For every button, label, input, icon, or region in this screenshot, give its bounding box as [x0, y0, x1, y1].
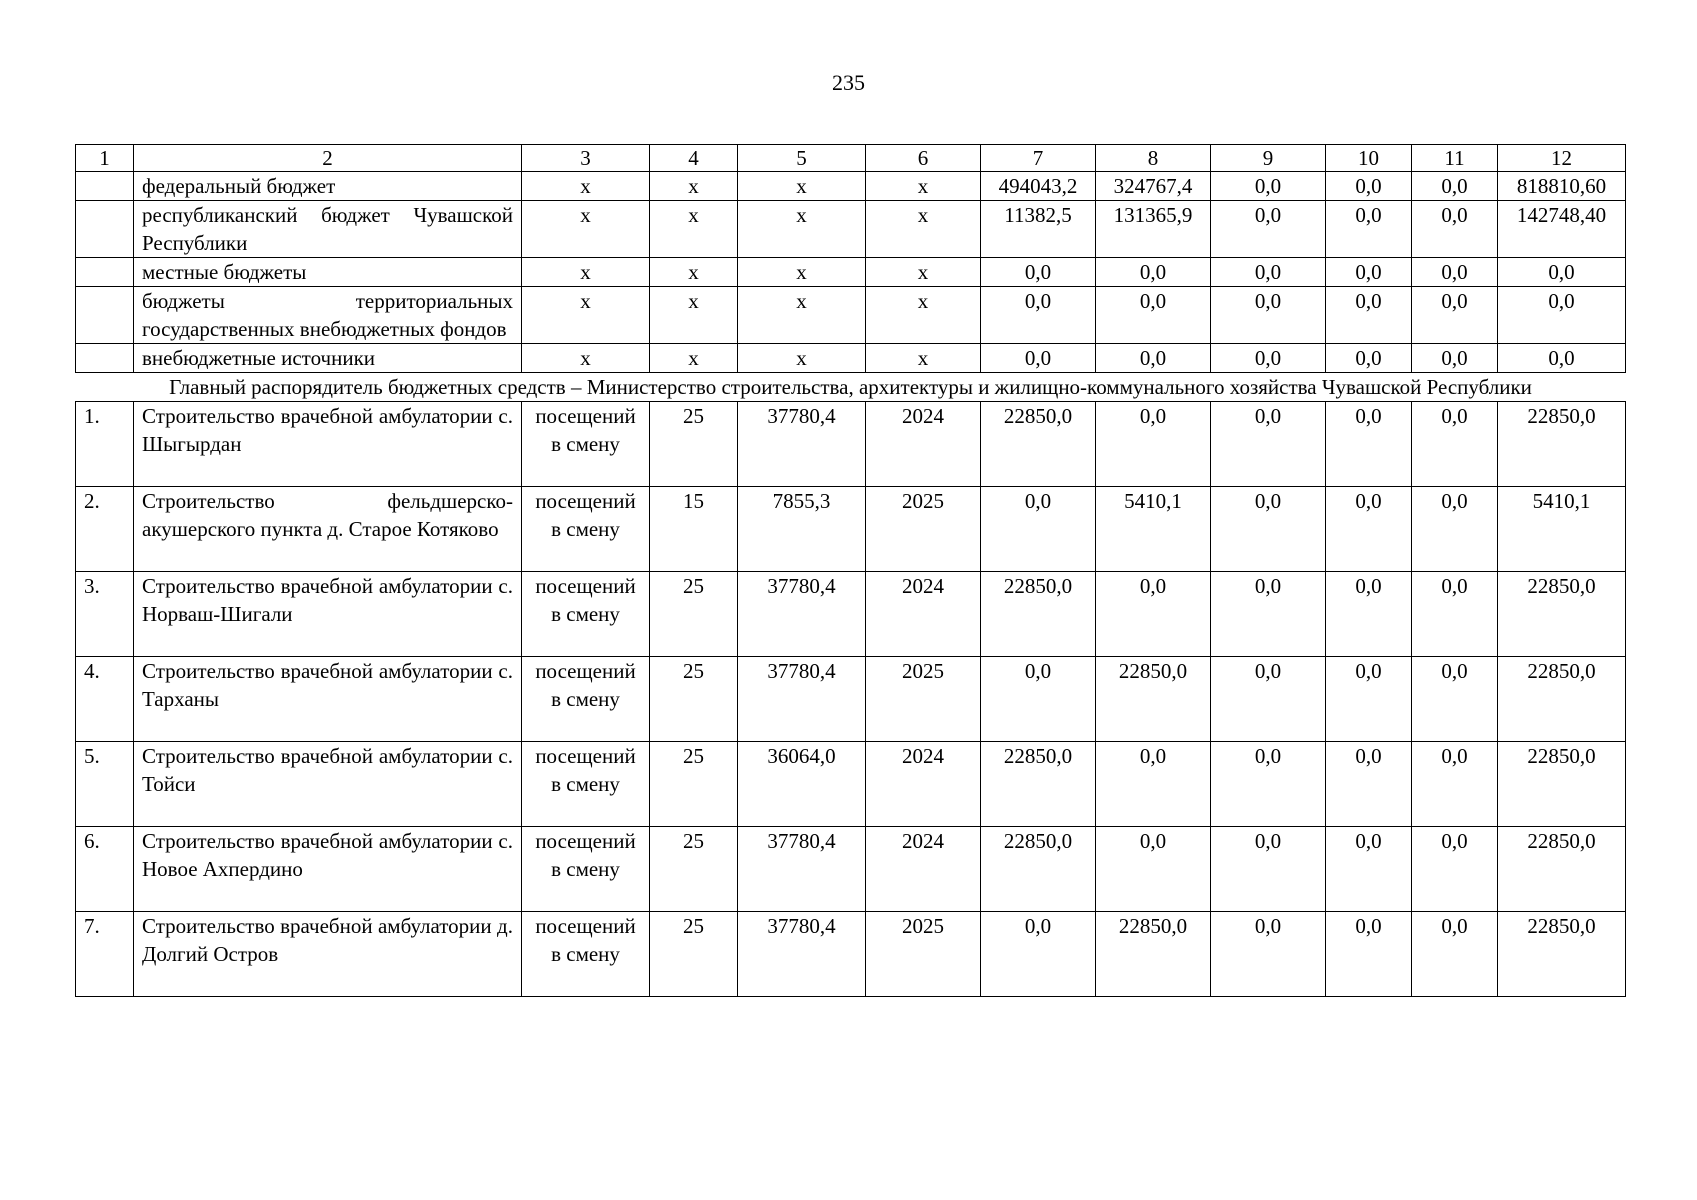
cell: 0,0 — [1211, 287, 1326, 344]
row-number: 2. — [76, 487, 134, 572]
cell: х — [738, 344, 866, 373]
row-number: 3. — [76, 572, 134, 657]
column-number: 4 — [650, 145, 738, 172]
cell: х — [738, 172, 866, 201]
row-total: 22850,0 — [1498, 572, 1626, 657]
row-number: 4. — [76, 657, 134, 742]
row-number-cell — [76, 287, 134, 344]
cell: 0,0 — [1326, 572, 1412, 657]
cell: 0,0 — [1096, 742, 1211, 827]
cell: 0,0 — [1326, 827, 1412, 912]
object-name: Строительство врачебной амбулатории с. Шыгырдан — [134, 402, 522, 487]
column-number: 10 — [1326, 145, 1412, 172]
commissioning-year: 2025 — [866, 657, 981, 742]
row-number: 7. — [76, 912, 134, 997]
cell: 0,0 — [1326, 172, 1412, 201]
cell: 0,0 — [1211, 172, 1326, 201]
cell: 22850,0 — [981, 402, 1096, 487]
estimated-cost: 37780,4 — [738, 657, 866, 742]
cell: 0,0 — [1498, 258, 1626, 287]
cell: 0,0 — [1412, 172, 1498, 201]
cell: 0,0 — [1326, 487, 1412, 572]
cell: 0,0 — [1096, 258, 1211, 287]
object-name: Строительство фельдшерско-акушерского пункта д. Старое Котяково — [134, 487, 522, 572]
cell: х — [866, 344, 981, 373]
column-number: 7 — [981, 145, 1096, 172]
construction-object-row — [76, 402, 1626, 487]
source-label: республиканский бюджет Чувашской Республики — [134, 201, 522, 258]
page-number: 235 — [832, 70, 865, 95]
construction-object-row — [76, 742, 1626, 827]
column-number: 9 — [1211, 145, 1326, 172]
cell: 0,0 — [1412, 344, 1498, 373]
cell: х — [522, 172, 650, 201]
cell: 0,0 — [1326, 201, 1412, 258]
column-number: 6 — [866, 145, 981, 172]
cell: х — [522, 201, 650, 258]
column-number: 11 — [1412, 145, 1498, 172]
cell: х — [738, 258, 866, 287]
cell: 0,0 — [1412, 402, 1498, 487]
cell: 0,0 — [1326, 402, 1412, 487]
cell: 0,0 — [1498, 344, 1626, 373]
commissioning-year: 2024 — [866, 402, 981, 487]
cell: 22850,0 — [981, 572, 1096, 657]
commissioning-year: 2025 — [866, 912, 981, 997]
cell: 0,0 — [981, 487, 1096, 572]
cell: х — [866, 172, 981, 201]
budget-table — [75, 144, 1626, 997]
column-number: 1 — [76, 145, 134, 172]
section-title: Главный распорядитель бюджетных средств – Министерство строительства, архитектуры и жилищно-коммунального хозяйства Чувашской Республики — [76, 373, 1626, 402]
source-label: внебюджетные источники — [134, 344, 522, 373]
construction-object-row — [76, 572, 1626, 657]
cell: 0,0 — [1412, 572, 1498, 657]
object-name: Строительство врачебной амбулатории с. Норваш-Шигали — [134, 572, 522, 657]
cell: 22850,0 — [981, 827, 1096, 912]
row-total: 22850,0 — [1498, 827, 1626, 912]
cell: 0,0 — [1326, 287, 1412, 344]
commissioning-year: 2024 — [866, 742, 981, 827]
capacity-unit: посещений в смену — [522, 402, 650, 487]
cell: 0,0 — [1096, 827, 1211, 912]
capacity-unit: посещений в смену — [522, 827, 650, 912]
column-number: 8 — [1096, 145, 1211, 172]
source-label: местные бюджеты — [134, 258, 522, 287]
cell: 0,0 — [1326, 742, 1412, 827]
cell: 0,0 — [1211, 487, 1326, 572]
construction-object-row — [76, 912, 1626, 997]
cell: 22850,0 — [1096, 912, 1211, 997]
row-number: 1. — [76, 402, 134, 487]
cell: х — [650, 172, 738, 201]
construction-object-row — [76, 487, 1626, 572]
funding-source-row — [76, 172, 1626, 201]
cell: 22850,0 — [1096, 657, 1211, 742]
estimated-cost: 37780,4 — [738, 402, 866, 487]
cell: х — [866, 287, 981, 344]
cell: 494043,2 — [981, 172, 1096, 201]
capacity-value: 25 — [650, 402, 738, 487]
funding-source-row — [76, 201, 1626, 258]
funding-source-row — [76, 258, 1626, 287]
cell: 0,0 — [1211, 742, 1326, 827]
cell: х — [650, 258, 738, 287]
object-name: Строительство врачебной амбулатории с. Новое Ахпердино — [134, 827, 522, 912]
construction-object-row — [76, 827, 1626, 912]
cell: х — [866, 258, 981, 287]
row-number-cell — [76, 258, 134, 287]
cell: 0,0 — [1211, 201, 1326, 258]
funding-source-row — [76, 344, 1626, 373]
estimated-cost: 37780,4 — [738, 572, 866, 657]
cell: 0,0 — [1412, 258, 1498, 287]
column-number: 12 — [1498, 145, 1626, 172]
cell: х — [522, 287, 650, 344]
row-total: 22850,0 — [1498, 402, 1626, 487]
object-name: Строительство врачебной амбулатории с. Тарханы — [134, 657, 522, 742]
cell: 0,0 — [1498, 287, 1626, 344]
cell: 0,0 — [1211, 912, 1326, 997]
commissioning-year: 2024 — [866, 572, 981, 657]
row-total: 22850,0 — [1498, 657, 1626, 742]
cell: 0,0 — [981, 912, 1096, 997]
object-name: Строительство врачебной амбулатории с. Тойси — [134, 742, 522, 827]
commissioning-year: 2025 — [866, 487, 981, 572]
cell: х — [738, 201, 866, 258]
cell: х — [650, 201, 738, 258]
cell: 0,0 — [1412, 742, 1498, 827]
estimated-cost: 36064,0 — [738, 742, 866, 827]
cell: х — [650, 287, 738, 344]
cell: 0,0 — [1211, 572, 1326, 657]
row-number-cell — [76, 344, 134, 373]
capacity-value: 15 — [650, 487, 738, 572]
cell: 0,0 — [1211, 827, 1326, 912]
object-name: Строительство врачебной амбулатории д. Долгий Остров — [134, 912, 522, 997]
cell: 11382,5 — [981, 201, 1096, 258]
cell: х — [522, 258, 650, 287]
capacity-value: 25 — [650, 827, 738, 912]
cell: 0,0 — [981, 258, 1096, 287]
row-total: 22850,0 — [1498, 912, 1626, 997]
source-label: федеральный бюджет — [134, 172, 522, 201]
source-label: бюджеты территориальных государственных внебюджетных фондов — [134, 287, 522, 344]
capacity-unit: посещений в смену — [522, 742, 650, 827]
capacity-value: 25 — [650, 657, 738, 742]
capacity-unit: посещений в смену — [522, 487, 650, 572]
section-header-row — [76, 373, 1626, 402]
estimated-cost: 7855,3 — [738, 487, 866, 572]
cell: 0,0 — [1096, 344, 1211, 373]
cell: 0,0 — [1211, 402, 1326, 487]
cell: 0,0 — [981, 344, 1096, 373]
cell: 0,0 — [1412, 487, 1498, 572]
cell: 324767,4 — [1096, 172, 1211, 201]
capacity-unit: посещений в смену — [522, 572, 650, 657]
cell: 5410,1 — [1096, 487, 1211, 572]
cell: 22850,0 — [981, 742, 1096, 827]
cell: 0,0 — [1326, 912, 1412, 997]
cell: 0,0 — [1211, 258, 1326, 287]
cell: 0,0 — [1211, 344, 1326, 373]
cell: 0,0 — [1326, 344, 1412, 373]
column-number: 3 — [522, 145, 650, 172]
row-total: 5410,1 — [1498, 487, 1626, 572]
row-number-cell — [76, 201, 134, 258]
cell: 131365,9 — [1096, 201, 1211, 258]
cell: 818810,60 — [1498, 172, 1626, 201]
cell: 0,0 — [1412, 201, 1498, 258]
cell: 0,0 — [1096, 572, 1211, 657]
cell: 0,0 — [1326, 657, 1412, 742]
row-number: 5. — [76, 742, 134, 827]
capacity-value: 25 — [650, 912, 738, 997]
row-number-cell — [76, 172, 134, 201]
capacity-unit: посещений в смену — [522, 912, 650, 997]
funding-source-row — [76, 287, 1626, 344]
cell: 0,0 — [1412, 287, 1498, 344]
cell: 0,0 — [1326, 258, 1412, 287]
commissioning-year: 2024 — [866, 827, 981, 912]
cell: 0,0 — [1096, 402, 1211, 487]
column-number: 5 — [738, 145, 866, 172]
row-number: 6. — [76, 827, 134, 912]
cell: 0,0 — [1211, 657, 1326, 742]
estimated-cost: 37780,4 — [738, 827, 866, 912]
construction-object-row — [76, 657, 1626, 742]
cell: 142748,40 — [1498, 201, 1626, 258]
cell: х — [650, 344, 738, 373]
row-total: 22850,0 — [1498, 742, 1626, 827]
capacity-value: 25 — [650, 572, 738, 657]
cell: 0,0 — [981, 657, 1096, 742]
capacity-unit: посещений в смену — [522, 657, 650, 742]
cell: х — [522, 344, 650, 373]
column-number-row — [76, 145, 1626, 172]
capacity-value: 25 — [650, 742, 738, 827]
column-number: 2 — [134, 145, 522, 172]
cell: 0,0 — [1412, 657, 1498, 742]
estimated-cost: 37780,4 — [738, 912, 866, 997]
cell: х — [866, 201, 981, 258]
cell: 0,0 — [1096, 287, 1211, 344]
cell: 0,0 — [1412, 912, 1498, 997]
cell: 0,0 — [1412, 827, 1498, 912]
cell: х — [738, 287, 866, 344]
cell: 0,0 — [981, 287, 1096, 344]
